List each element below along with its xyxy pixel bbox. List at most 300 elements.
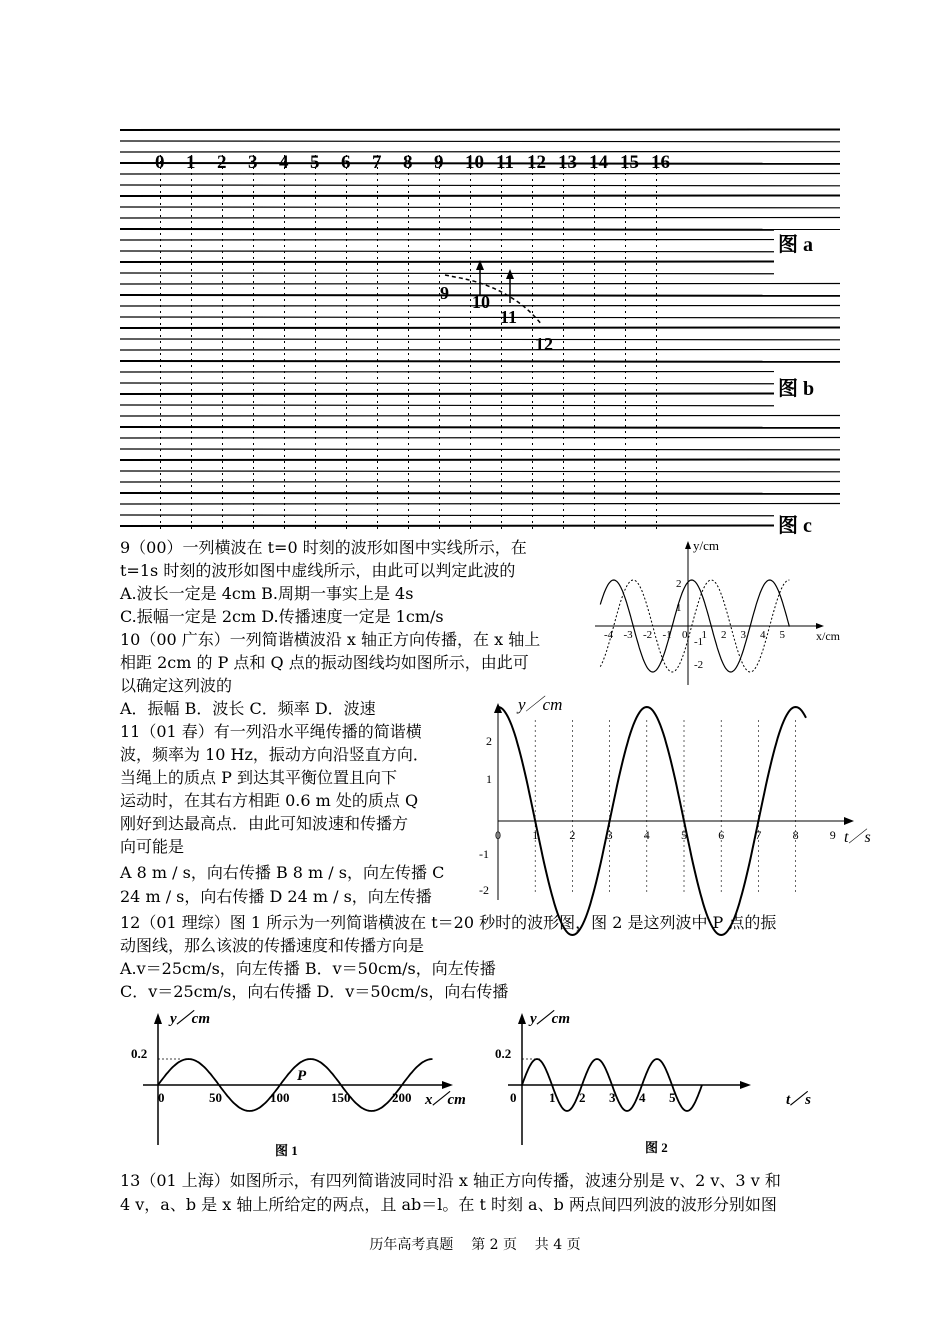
grid-column-dot	[191, 503, 192, 505]
grid-column-dot	[346, 209, 347, 211]
grid-column-dot	[439, 449, 440, 451]
grid-column-dot	[346, 521, 347, 523]
grid-column-dot	[439, 491, 440, 493]
grid-column-dot	[625, 503, 626, 505]
grid-column-dot	[532, 467, 533, 469]
grid-column-dot	[253, 275, 254, 277]
grid-column-dot	[563, 437, 564, 439]
grid-column-dot	[501, 491, 502, 493]
grid-column-dot	[160, 275, 161, 277]
q9-xtick: 1	[701, 629, 707, 641]
grid-column-dot	[253, 473, 254, 475]
grid-column-dot	[377, 179, 378, 181]
grid-column-dot	[594, 197, 595, 199]
grid-column-dot	[656, 233, 657, 235]
grid-column-dot	[346, 299, 347, 301]
grid-column-dot	[377, 365, 378, 367]
grid-column-dot	[222, 383, 223, 385]
grid-column-dot	[532, 503, 533, 505]
grid-column-dot	[532, 185, 533, 187]
grid-column-dot	[656, 461, 657, 463]
grid-column-dot	[253, 173, 254, 175]
grid-column-dot	[501, 203, 502, 205]
fig1-xtick: 100	[270, 1090, 290, 1105]
grid-column-dot	[625, 191, 626, 193]
grid-column-dot	[656, 383, 657, 385]
grid-column-dot	[346, 257, 347, 259]
grid-column-dot	[594, 449, 595, 451]
grid-column-dot	[222, 185, 223, 187]
grid-column-dot	[470, 461, 471, 463]
grid-column-dot	[470, 371, 471, 373]
grid-line	[120, 460, 840, 461]
grid-column-dot	[470, 329, 471, 331]
grid-column-dot	[160, 299, 161, 301]
grid-column-dot	[470, 425, 471, 427]
figure-a-number: 10	[465, 152, 484, 173]
grid-column-dot	[253, 419, 254, 421]
grid-column-dot	[532, 269, 533, 271]
grid-column-dot	[346, 233, 347, 235]
figure-a-number: 16	[651, 152, 670, 173]
grid-line	[120, 218, 840, 219]
grid-column-dot	[563, 395, 564, 397]
grid-column-dot	[377, 233, 378, 235]
grid-column-dot	[377, 479, 378, 481]
grid-column-dot	[315, 257, 316, 259]
grid-column-dot	[470, 353, 471, 355]
figure-a-number: 0	[155, 152, 165, 173]
grid-column-dot	[408, 281, 409, 283]
grid-column-dot	[377, 185, 378, 187]
grid-column-dot	[315, 317, 316, 319]
grid-column-dot	[346, 179, 347, 181]
grid-column-dot	[501, 293, 502, 295]
grid-column-dot	[408, 437, 409, 439]
grid-column-dot	[222, 299, 223, 301]
grid-line	[120, 493, 840, 494]
grid-column-dot	[284, 431, 285, 433]
grid-column-dot	[315, 311, 316, 313]
grid-column-dot	[656, 503, 657, 505]
grid-column-dot	[377, 509, 378, 511]
grid-column-dot	[594, 287, 595, 289]
grid-column-dot	[160, 257, 161, 259]
grid-column-dot	[377, 419, 378, 421]
grid-column-dot	[253, 521, 254, 523]
grid-column-dot	[253, 491, 254, 493]
grid-column-dot	[532, 389, 533, 391]
figure-a-number: 6	[341, 152, 351, 173]
grid-column-dot	[408, 269, 409, 271]
grid-column-dot	[625, 479, 626, 481]
grid-column-dot	[160, 467, 161, 469]
grid-column-dot	[315, 275, 316, 277]
grid-column-dot	[594, 515, 595, 517]
grid-column-dot	[439, 269, 440, 271]
grid-column-dot	[408, 275, 409, 277]
grid-column-dot	[470, 293, 471, 295]
grid-column-dot	[346, 467, 347, 469]
grid-column-dot	[532, 173, 533, 175]
q9-xtick: 3	[740, 629, 746, 641]
grid-column-dot	[284, 305, 285, 307]
grid-column-dot	[439, 317, 440, 319]
figure-b-label: 图 b	[778, 378, 815, 400]
grid-column-dot	[501, 395, 502, 397]
grid-column-dot	[532, 281, 533, 283]
grid-column-dot	[625, 269, 626, 271]
q10-options: A．振幅 B．波长 C．频率 D．波速	[120, 699, 376, 718]
grid-column-dot	[377, 209, 378, 211]
grid-column-dot	[408, 395, 409, 397]
grid-column-dot	[625, 263, 626, 265]
grid-column-dot	[532, 371, 533, 373]
q9-xtick: 4	[760, 629, 766, 641]
grid-column-dot	[191, 491, 192, 493]
grid-column-dot	[253, 425, 254, 427]
grid-column-dot	[284, 485, 285, 487]
grid-column-dot	[594, 203, 595, 205]
grid-column-dot	[532, 191, 533, 193]
q10-line-3: 以确定这列波的	[120, 676, 233, 695]
grid-column-dot	[222, 395, 223, 397]
grid-column-dot	[563, 239, 564, 241]
grid-column-dot	[253, 509, 254, 511]
grid-column-dot	[470, 491, 471, 493]
grid-column-dot	[532, 323, 533, 325]
grid-line	[120, 207, 840, 208]
grid-column-dot	[191, 431, 192, 433]
grid-column-dot	[656, 455, 657, 457]
grid-column-dot	[470, 221, 471, 223]
grid-column-dot	[439, 263, 440, 265]
grid-column-dot	[532, 479, 533, 481]
grid-column-dot	[656, 377, 657, 379]
grid-column-dot	[408, 401, 409, 403]
grid-column-dot	[594, 521, 595, 523]
grid-column-dot	[408, 173, 409, 175]
figure-a-number: 8	[403, 152, 413, 173]
grid-column-dot	[532, 221, 533, 223]
grid-column-dot	[470, 527, 471, 529]
grid-column-dot	[501, 359, 502, 361]
grid-column-dot	[563, 173, 564, 175]
grid-column-dot	[656, 407, 657, 409]
grid-column-dot	[594, 257, 595, 259]
grid-column-dot	[284, 401, 285, 403]
grid-column-dot	[439, 257, 440, 259]
grid-column-dot	[625, 221, 626, 223]
grid-column-dot	[377, 245, 378, 247]
grid-column-dot	[563, 503, 564, 505]
grid-column-dot	[594, 245, 595, 247]
grid-column-dot	[439, 479, 440, 481]
grid-column-dot	[470, 191, 471, 193]
grid-column-dot	[470, 341, 471, 343]
grid-column-dot	[191, 245, 192, 247]
grid-column-dot	[377, 515, 378, 517]
grid-column-dot	[315, 431, 316, 433]
grid-column-dot	[315, 371, 316, 373]
grid-column-dot	[501, 389, 502, 391]
q10-ytick-m1: -1	[479, 847, 489, 861]
grid-column-dot	[501, 527, 502, 529]
grid-column-dot	[253, 359, 254, 361]
grid-column-dot	[315, 509, 316, 511]
grid-column-dot	[377, 527, 378, 529]
fig2-xtick: 5	[669, 1090, 676, 1105]
grid-column-dot	[315, 227, 316, 229]
grid-line	[120, 416, 840, 417]
grid-column-dot	[563, 215, 564, 217]
grid-column-dot	[439, 185, 440, 187]
grid-column-dot	[532, 413, 533, 415]
q12-figure-2	[490, 1005, 840, 1165]
grid-column-dot	[501, 245, 502, 247]
grid-column-dot	[594, 425, 595, 427]
figure-a-number: 2	[217, 152, 227, 173]
grid-column-dot	[284, 443, 285, 445]
grid-column-dot	[191, 251, 192, 253]
grid-column-dot	[408, 455, 409, 457]
grid-column-dot	[222, 311, 223, 313]
grid-column-dot	[532, 461, 533, 463]
fig1-caption: 图 1	[275, 1143, 298, 1158]
grid-column-dot	[470, 365, 471, 367]
grid-column-dot	[625, 203, 626, 205]
grid-column-dot	[439, 395, 440, 397]
grid-column-dot	[563, 311, 564, 313]
grid-column-dot	[315, 269, 316, 271]
grid-column-dot	[594, 221, 595, 223]
grid-column-dot	[315, 281, 316, 283]
grid-column-dot	[284, 323, 285, 325]
q11-line-5: 刚好到达最高点．由此可知波速和传播方	[120, 814, 409, 833]
q11-line-4: 运动时，在其右方相距 0.6 m 处的质点 Q	[120, 791, 419, 810]
grid-column-dot	[408, 389, 409, 391]
grid-column-dot	[501, 515, 502, 517]
grid-column-dot	[284, 221, 285, 223]
grid-column-dot	[160, 311, 161, 313]
grid-column-dot	[346, 497, 347, 499]
grid-column-dot	[470, 239, 471, 241]
grid-column-dot	[408, 353, 409, 355]
grid-column-dot	[160, 383, 161, 385]
grid-column-dot	[253, 251, 254, 253]
grid-column-dot	[346, 305, 347, 307]
grid-column-dot	[656, 203, 657, 205]
grid-column-dot	[563, 281, 564, 283]
grid-column-dot	[625, 521, 626, 523]
figure-a-label: 图 a	[778, 234, 813, 256]
grid-column-dot	[470, 401, 471, 403]
grid-column-dot	[563, 479, 564, 481]
grid-column-dot	[470, 479, 471, 481]
grid-column-dot	[315, 491, 316, 493]
grid-line	[120, 350, 840, 351]
grid-column-dot	[160, 305, 161, 307]
grid-column-dot	[222, 323, 223, 325]
grid-column-dot	[284, 515, 285, 517]
grid-column-dot	[594, 293, 595, 295]
grid-column-dot	[439, 203, 440, 205]
grid-column-dot	[470, 377, 471, 379]
grid-column-dot	[439, 305, 440, 307]
grid-column-dot	[160, 233, 161, 235]
grid-column-dot	[191, 395, 192, 397]
grid-column-dot	[625, 305, 626, 307]
figure-a-number: 14	[589, 152, 608, 173]
fig1-point-p: P	[297, 1068, 307, 1084]
grid-column-dot	[532, 329, 533, 331]
grid-column-dot	[315, 413, 316, 415]
grid-column-dot	[501, 251, 502, 253]
grid-column-dot	[191, 275, 192, 277]
grid-column-dot	[594, 323, 595, 325]
grid-column-dot	[191, 407, 192, 409]
grid-column-dot	[284, 473, 285, 475]
q10-xtick: 6	[718, 828, 725, 842]
grid-column-dot	[656, 191, 657, 193]
grid-column-dot	[501, 449, 502, 451]
grid-column-dot	[656, 227, 657, 229]
grid-column-dot	[625, 527, 626, 529]
fig1-ytick: 0.2	[131, 1046, 148, 1061]
grid-column-dot	[284, 257, 285, 259]
grid-column-dot	[222, 263, 223, 265]
grid-column-dot	[253, 437, 254, 439]
grid-column-dot	[222, 437, 223, 439]
grid-column-dot	[222, 509, 223, 511]
grid-column-dot	[284, 353, 285, 355]
grid-column-dot	[470, 245, 471, 247]
grid-column-dot	[563, 383, 564, 385]
grid-column-dot	[532, 401, 533, 403]
grid-column-dot	[253, 497, 254, 499]
grid-column-dot	[191, 179, 192, 181]
grid-column-dot	[532, 425, 533, 427]
grid-column-dot	[563, 485, 564, 487]
grid-column-dot	[470, 203, 471, 205]
grid-column-dot	[284, 251, 285, 253]
q10-xtick: 0	[495, 828, 501, 842]
grid-column-dot	[253, 305, 254, 307]
grid-column-dot	[470, 335, 471, 337]
grid-column-dot	[408, 257, 409, 259]
grid-column-dot	[253, 503, 254, 505]
grid-column-dot	[408, 365, 409, 367]
grid-column-dot	[160, 365, 161, 367]
grid-column-dot	[222, 203, 223, 205]
grid-column-dot	[253, 407, 254, 409]
grid-line	[120, 372, 840, 373]
grid-column-dot	[284, 461, 285, 463]
grid-column-dot	[253, 227, 254, 229]
grid-column-dot	[532, 383, 533, 385]
grid-column-dot	[625, 215, 626, 217]
grid-column-dot	[346, 317, 347, 319]
grid-column-dot	[501, 509, 502, 511]
grid-column-dot	[253, 401, 254, 403]
grid-column-dot	[160, 215, 161, 217]
grid-column-dot	[284, 365, 285, 367]
grid-column-dot	[377, 359, 378, 361]
grid-column-dot	[408, 323, 409, 325]
grid-column-dot	[563, 413, 564, 415]
grid-column-dot	[253, 233, 254, 235]
grid-column-dot	[222, 473, 223, 475]
grid-column-dot	[222, 197, 223, 199]
grid-column-dot	[470, 347, 471, 349]
grid-column-dot	[408, 431, 409, 433]
grid-column-dot	[284, 311, 285, 313]
grid-column-dot	[315, 287, 316, 289]
grid-column-dot	[160, 191, 161, 193]
figure-a-number: 7	[372, 152, 382, 173]
figure-a-number: 11	[496, 152, 514, 173]
grid-column-dot	[315, 383, 316, 385]
grid-column-dot	[377, 461, 378, 463]
grid-column-dot	[253, 323, 254, 325]
q10-xtick: 2	[569, 828, 576, 842]
grid-column-dot	[656, 485, 657, 487]
grid-column-dot	[408, 425, 409, 427]
grid-column-dot	[191, 227, 192, 229]
grid-column-dot	[439, 377, 440, 379]
grid-column-dot	[656, 515, 657, 517]
grid-column-dot	[470, 485, 471, 487]
grid-column-dot	[346, 347, 347, 349]
grid-column-dot	[625, 209, 626, 211]
grid-column-dot	[191, 425, 192, 427]
grid-column-dot	[160, 251, 161, 253]
grid-column-dot	[594, 311, 595, 313]
grid-column-dot	[284, 299, 285, 301]
grid-column-dot	[470, 311, 471, 313]
grid-line	[120, 471, 840, 472]
grid-column-dot	[408, 317, 409, 319]
grid-column-dot	[439, 419, 440, 421]
grid-column-dot	[377, 263, 378, 265]
grid-column-dot	[532, 233, 533, 235]
grid-column-dot	[160, 419, 161, 421]
grid-column-dot	[222, 443, 223, 445]
grid-column-dot	[346, 353, 347, 355]
grid-column-dot	[253, 287, 254, 289]
grid-column-dot	[408, 227, 409, 229]
grid-column-dot	[377, 521, 378, 523]
grid-column-dot	[160, 185, 161, 187]
grid-column-dot	[284, 383, 285, 385]
grid-column-dot	[222, 407, 223, 409]
grid-column-dot	[563, 305, 564, 307]
grid-column-dot	[656, 521, 657, 523]
grid-column-dot	[222, 455, 223, 457]
grid-column-dot	[625, 281, 626, 283]
grid-column-dot	[625, 509, 626, 511]
grid-column-dot	[222, 191, 223, 193]
grid-column-dot	[656, 371, 657, 373]
grid-column-dot	[377, 251, 378, 253]
grid-column-dot	[253, 527, 254, 529]
grid-column-dot	[470, 449, 471, 451]
q13-line-2: 4 v，a、b 是 x 轴上所给定的两点，且 ab＝l。在 t 时刻 a、b 两点间四列波的波形分别如图	[120, 1195, 777, 1214]
grid-column-dot	[439, 443, 440, 445]
q10-ytick-m2: -2	[479, 883, 489, 897]
grid-column-dot	[377, 227, 378, 229]
grid-column-dot	[160, 527, 161, 529]
